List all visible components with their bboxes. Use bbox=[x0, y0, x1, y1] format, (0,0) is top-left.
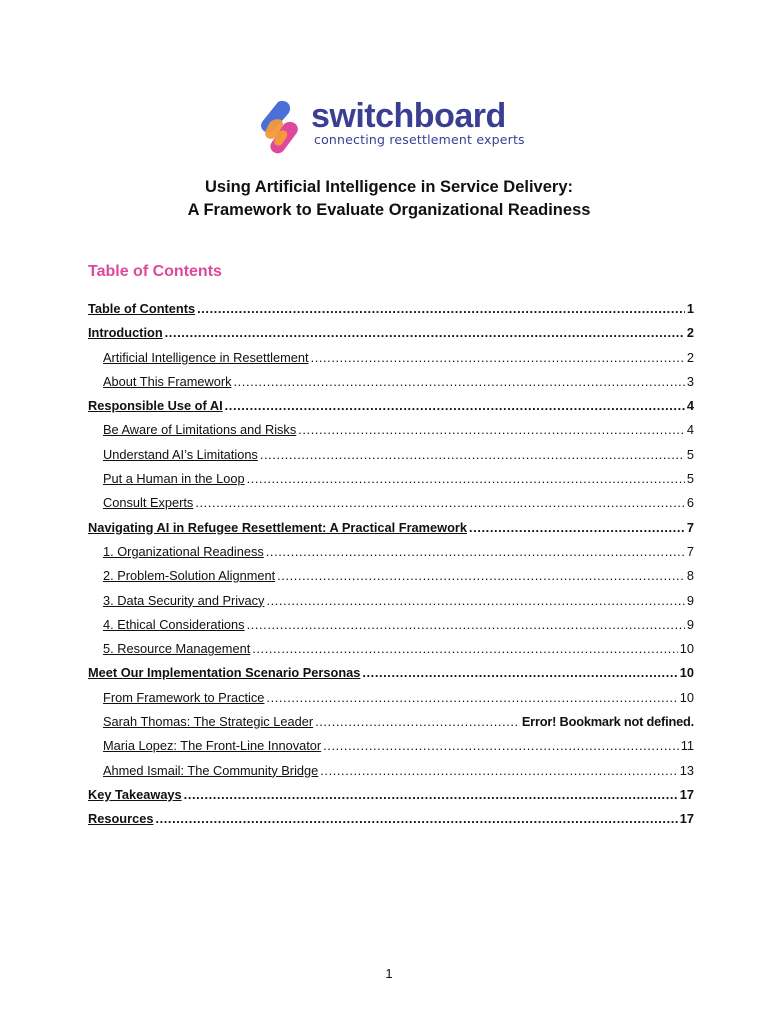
toc-dot-leader bbox=[234, 374, 685, 389]
toc-entry[interactable] bbox=[88, 593, 694, 617]
toc-dot-leader bbox=[469, 520, 685, 535]
toc-entry-page: 8 bbox=[686, 568, 694, 584]
toc-entry-label[interactable]: 1. Organizational Readiness bbox=[103, 543, 264, 559]
toc-entry-page: 2 bbox=[686, 325, 694, 341]
toc-entry-label[interactable]: Sarah Thomas: The Strategic Leader bbox=[103, 714, 314, 730]
switchboard-logo-mark-icon bbox=[256, 100, 306, 156]
toc-entry-page: 4 bbox=[686, 422, 694, 438]
toc-dot-leader bbox=[323, 738, 679, 753]
toc-entry-label[interactable]: Consult Experts bbox=[103, 495, 194, 511]
toc-entry[interactable] bbox=[88, 544, 694, 568]
toc-entry-page: 7 bbox=[686, 543, 694, 559]
page-number: 1 bbox=[385, 966, 393, 981]
toc-entry-label[interactable]: Resources bbox=[88, 811, 154, 827]
toc-entry[interactable] bbox=[88, 665, 694, 689]
toc-entry-page: 5 bbox=[686, 446, 694, 462]
toc-dot-leader bbox=[260, 447, 685, 462]
toc-entry[interactable] bbox=[88, 520, 694, 544]
toc-entry-label[interactable]: Navigating AI in Refugee Resettlement: A Practical Framework bbox=[88, 519, 468, 535]
toc-entry-page: 3 bbox=[686, 373, 694, 389]
toc-entry[interactable] bbox=[88, 495, 694, 519]
toc-dot-leader bbox=[165, 325, 685, 340]
toc-entry[interactable] bbox=[88, 714, 694, 738]
toc-dot-leader bbox=[266, 593, 684, 608]
toc-dot-leader bbox=[362, 665, 677, 680]
toc-entry-label[interactable]: Table of Contents bbox=[88, 301, 196, 316]
toc-dot-leader bbox=[225, 398, 685, 413]
toc-entry-label[interactable]: Responsible Use of AI bbox=[88, 398, 223, 414]
toc-entry[interactable] bbox=[88, 398, 694, 422]
toc-heading: Table of Contents bbox=[88, 263, 222, 280]
switchboard-logo bbox=[256, 96, 526, 158]
toc-entry-page: 5 bbox=[686, 471, 694, 487]
toc-entry[interactable] bbox=[88, 811, 694, 835]
toc-entry[interactable] bbox=[88, 787, 694, 811]
toc-entry-page: 9 bbox=[686, 592, 694, 608]
toc-dot-leader bbox=[195, 495, 685, 510]
toc-entry-label[interactable]: 5. Resource Management bbox=[103, 641, 251, 657]
toc-entry-label[interactable]: Be Aware of Limitations and Risks bbox=[103, 422, 297, 438]
toc-entry[interactable] bbox=[88, 568, 694, 592]
toc-entry-label[interactable]: Artificial Intelligence in Resettlement bbox=[103, 349, 309, 365]
brand-name: switchboard bbox=[311, 97, 506, 135]
toc-entry-label[interactable]: Maria Lopez: The Front-Line Innovator bbox=[103, 738, 322, 754]
toc-entry-label[interactable]: Key Takeaways bbox=[88, 786, 182, 802]
toc-dot-leader bbox=[266, 544, 685, 559]
toc-entry[interactable] bbox=[88, 374, 694, 398]
document-title-line-2: A Framework to Evaluate Organizational Readiness bbox=[187, 201, 591, 219]
toc-entry-page: 9 bbox=[686, 616, 694, 632]
toc-entry[interactable] bbox=[88, 447, 694, 471]
toc-entry-page: 17 bbox=[679, 811, 694, 827]
toc-dot-leader bbox=[277, 568, 685, 583]
toc-entry-label[interactable]: Understand AI’s Limitations bbox=[103, 446, 258, 462]
toc-entry-label[interactable]: 3. Data Security and Privacy bbox=[103, 592, 265, 608]
toc-entry-page: 4 bbox=[686, 398, 694, 414]
toc-entry-page: Error! Bookmark not defined. bbox=[521, 714, 694, 730]
toc-entry-page: 2 bbox=[686, 349, 694, 365]
toc-dot-leader bbox=[197, 301, 685, 316]
toc-entry-page: 13 bbox=[679, 762, 694, 778]
toc-dot-leader bbox=[252, 641, 678, 656]
toc-entry-page: 6 bbox=[686, 495, 694, 511]
toc-entry-page: 17 bbox=[679, 786, 694, 802]
toc-entry-label[interactable]: Meet Our Implementation Scenario Personas bbox=[88, 665, 361, 681]
document-title-line-1: Using Artificial Intelligence in Service Delivery: bbox=[204, 178, 574, 196]
toc-entry-page: 7 bbox=[686, 519, 694, 535]
toc-entry[interactable] bbox=[88, 301, 694, 325]
toc-entry[interactable] bbox=[88, 763, 694, 787]
toc-dot-leader bbox=[320, 763, 678, 778]
toc-entry-label[interactable]: About This Framework bbox=[103, 373, 232, 389]
toc-entry[interactable] bbox=[88, 738, 694, 762]
toc-entry-label[interactable]: 4. Ethical Considerations bbox=[103, 616, 245, 632]
toc-entry[interactable] bbox=[88, 641, 694, 665]
toc-entry[interactable] bbox=[88, 471, 694, 495]
toc-dot-leader bbox=[298, 422, 685, 437]
toc-entry-label[interactable]: Put a Human in the Loop bbox=[103, 471, 245, 487]
toc-dot-leader bbox=[247, 617, 685, 632]
toc-entry-page: 1 bbox=[686, 301, 694, 316]
toc-dot-leader bbox=[247, 471, 685, 486]
toc-dot-leader bbox=[315, 714, 520, 729]
toc-entry-page: 10 bbox=[679, 689, 694, 705]
toc-entry-page: 11 bbox=[680, 738, 694, 754]
toc-entry[interactable] bbox=[88, 350, 694, 374]
toc-dot-leader bbox=[311, 350, 685, 365]
toc-entry[interactable] bbox=[88, 422, 694, 446]
brand-tagline: connecting resettlement experts bbox=[314, 132, 525, 147]
toc-dot-leader bbox=[155, 811, 677, 826]
table-of-contents bbox=[88, 301, 694, 836]
toc-dot-leader bbox=[184, 787, 678, 802]
toc-entry-label[interactable]: From Framework to Practice bbox=[103, 689, 265, 705]
toc-entry-page: 10 bbox=[679, 641, 694, 657]
toc-entry[interactable] bbox=[88, 617, 694, 641]
toc-entry-label[interactable]: 2. Problem-Solution Alignment bbox=[103, 568, 276, 584]
toc-entry[interactable] bbox=[88, 325, 694, 349]
toc-entry[interactable] bbox=[88, 690, 694, 714]
toc-entry-label[interactable]: Ahmed Ismail: The Community Bridge bbox=[103, 762, 319, 778]
toc-entry-page: 10 bbox=[679, 665, 694, 681]
toc-entry-label[interactable]: Introduction bbox=[88, 325, 163, 341]
toc-dot-leader bbox=[266, 690, 677, 705]
